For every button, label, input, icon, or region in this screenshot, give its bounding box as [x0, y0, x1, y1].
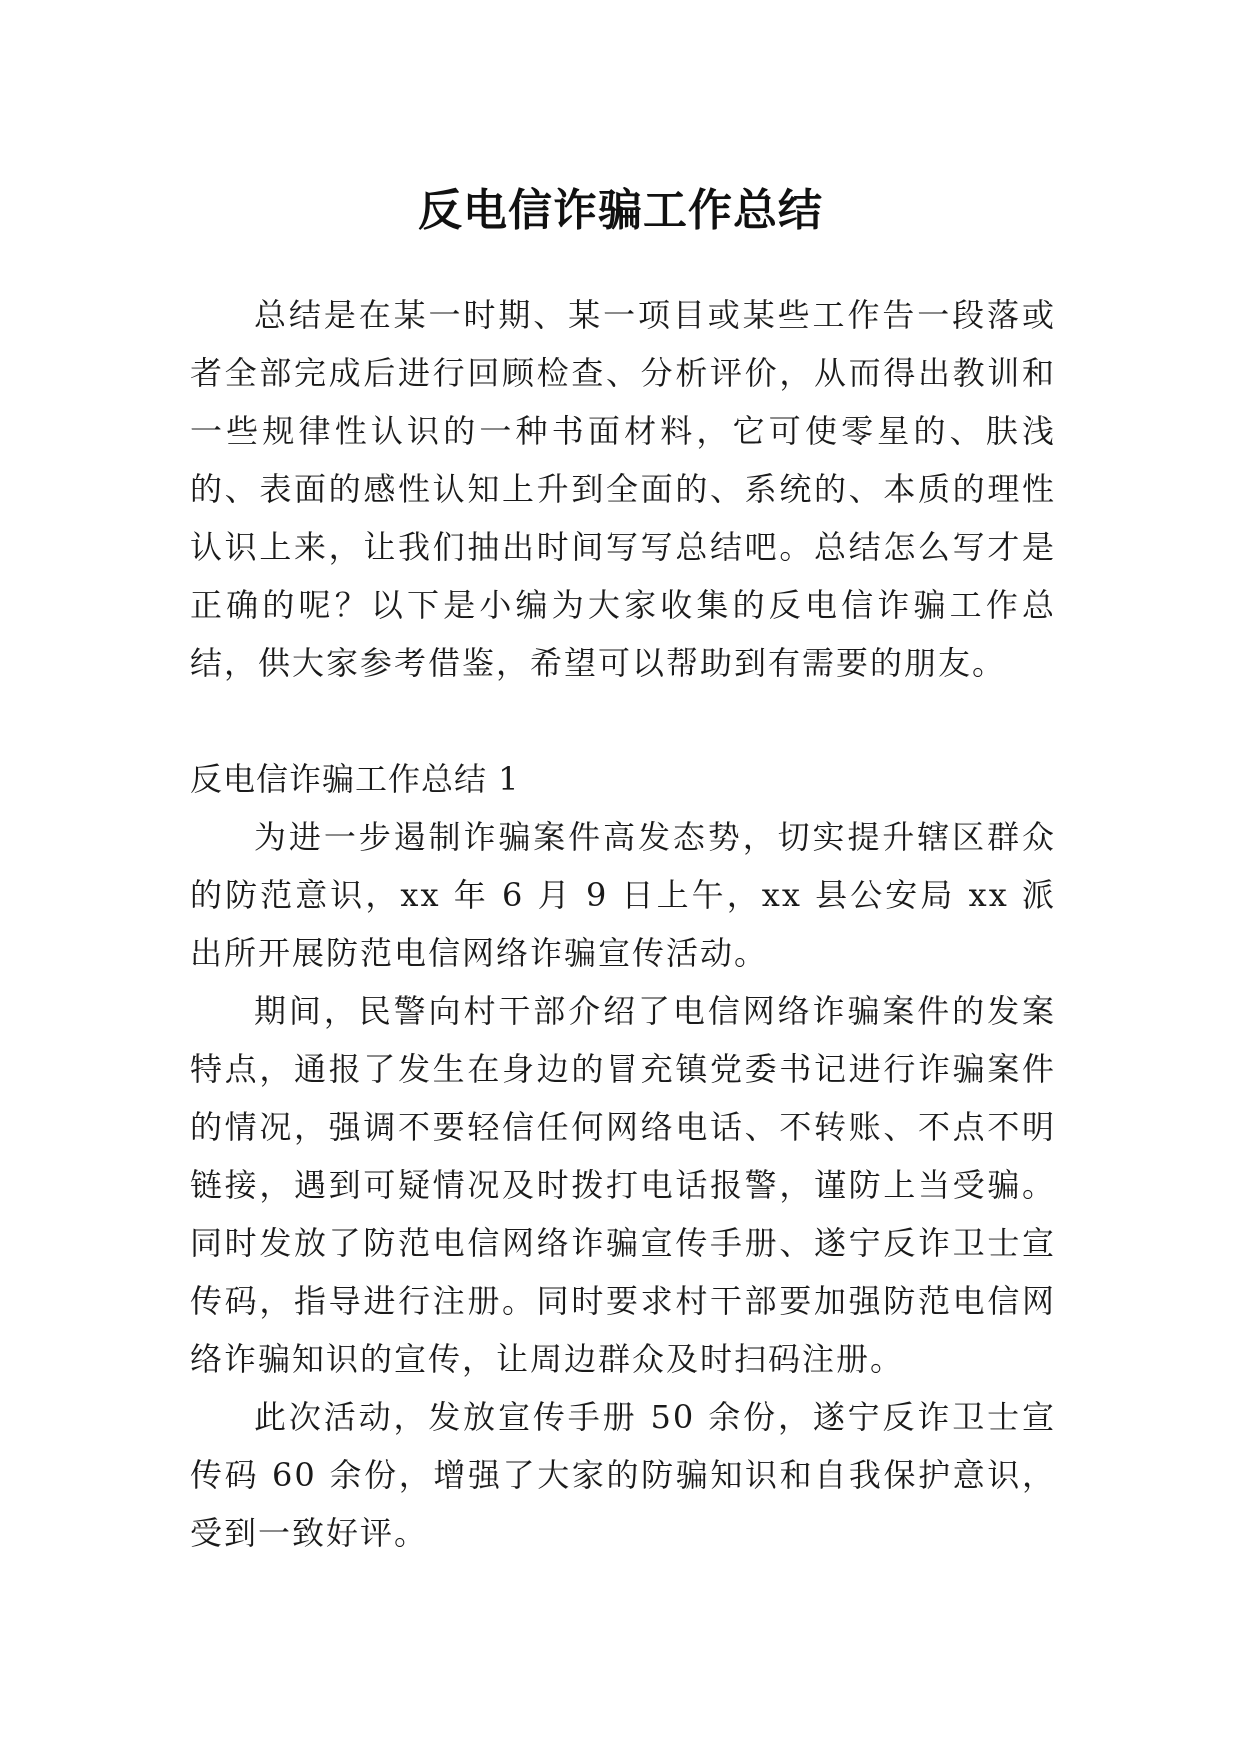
body-paragraph: 此次活动，发放宣传手册 50 余份，遂宁反诈卫士宣传码 60 余份，增强了大家的防骗知识和自我保护意识，受到一致好评。 [190, 1398, 1056, 1552]
body-paragraph: 期间，民警向村干部介绍了电信网络诈骗案件的发案特点，通报了发生在身边的冒充镇党委书记进行诈骗案件的情况，强调不要轻信任何网络电话、不转账、不点不明链接，遇到可疑情况及时拨打电话报警，谨防上当受骗。同时发放了防范电信网络诈骗宣传手册、遂宁反诈卫士宣传码，指导进行注册。同时要求村干部要加强防范电信网络诈骗知识的宣传，让周边群众及时扫码注册。 [190, 992, 1056, 1378]
intro-paragraph: 总结是在某一时期、某一项目或某些工作告一段落或者全部完成后进行回顾检查、分析评价，从而得出教训和一些规律性认识的一种书面材料，它可使零星的、肤浅的、表面的感性认知上升到全面的、系统的、本质的理性认识上来，让我们抽出时间写写总结吧。总结怎么写才是正确的呢？以下是小编为大家收集的反电信诈骗工作总结，供大家参考借鉴，希望可以帮助到有需要的朋友。 [190, 296, 1056, 682]
document-body [190, 286, 1056, 1562]
body-paragraph: 为进一步遏制诈骗案件高发态势，切实提升辖区群众的防范意识，xx 年 6 月 9 日上午，xx 县公安局 xx 派出所开展防范电信网络诈骗宣传活动。 [190, 818, 1056, 972]
document-title: 反电信诈骗工作总结 [418, 185, 823, 237]
section-heading: 反电信诈骗工作总结 1 [190, 760, 520, 798]
